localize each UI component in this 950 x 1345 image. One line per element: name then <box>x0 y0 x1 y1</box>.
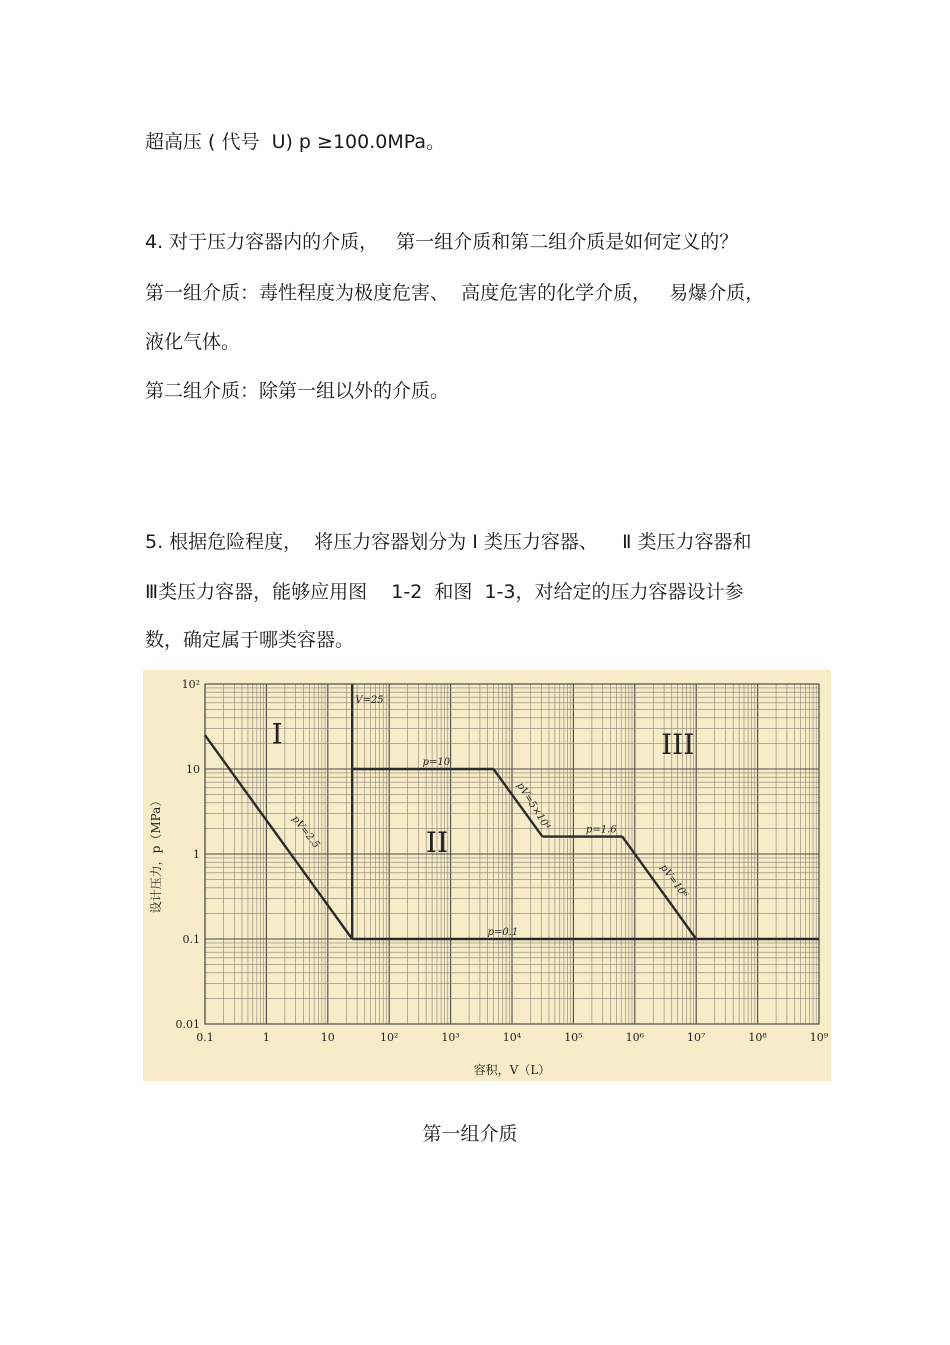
x-tick-label: 10⁶ <box>625 1031 645 1044</box>
x-tick-label: 10⁵ <box>564 1031 583 1044</box>
answer-4-line-3: 第二组介质：除第一组以外的介质。 <box>145 380 450 402</box>
y-tick-label: 1 <box>193 848 200 861</box>
answer-4-line-2: 液化气体。 <box>145 331 241 353</box>
x-tick-label: 1 <box>262 1031 270 1044</box>
x-tick-label: 10³ <box>441 1031 460 1044</box>
x-tick-label: 10⁸ <box>748 1031 767 1044</box>
y-axis-label: 设计压力，p（MPa） <box>149 794 163 914</box>
pressure-vessel-classification-chart <box>143 670 831 1081</box>
x-tick-label: 10 <box>320 1031 335 1044</box>
pressure-class-line: 超高压 ( 代号 U) p ≥100.0MPa。 <box>145 131 445 153</box>
boundary-label: p=10 <box>422 756 451 768</box>
chart-background <box>143 670 831 1081</box>
region-label: II <box>425 826 449 860</box>
x-tick-label: 0.1 <box>196 1031 214 1044</box>
region-label: III <box>661 728 695 762</box>
x-axis-label: 容积，V（L） <box>473 1063 551 1077</box>
boundary-label: p=1.6 <box>585 824 617 836</box>
figure-caption: 第一组介质 <box>422 1123 518 1145</box>
region-label: I <box>271 717 283 751</box>
chart-svg <box>143 670 831 1081</box>
x-tick-label: 10² <box>379 1031 399 1044</box>
x-tick-label: 10⁹ <box>809 1031 829 1044</box>
x-tick-label: 10⁴ <box>502 1031 522 1044</box>
question-5-line-3: 数，确定属于哪类容器。 <box>145 629 355 651</box>
y-tick-label: 10² <box>181 678 200 691</box>
question-4: 4. 对于压力容器内的介质， 第一组介质和第二组介质是如何定义的？ <box>145 231 739 253</box>
question-5-line-1: 5. 根据危险程度， 将压力容器划分为 Ⅰ 类压力容器、 Ⅱ 类压力容器和 <box>145 531 752 553</box>
boundary-label: V=25 <box>355 694 384 706</box>
x-tick-label: 10⁷ <box>686 1031 706 1044</box>
boundary-label: p=0.1 <box>487 926 519 938</box>
answer-4-line-1: 第一组介质：毒性程度为极度危害、 高度危害的化学介质， 易爆介质， <box>145 282 765 304</box>
y-tick-label: 10 <box>186 763 200 776</box>
y-tick-label: 0.1 <box>182 933 200 946</box>
y-tick-label: 0.01 <box>175 1018 200 1031</box>
question-5-line-2: Ⅲ类压力容器，能够应用图 1-2 和图 1-3，对给定的压力容器设计参 <box>145 581 744 603</box>
boundary-label: pV=2.5 <box>289 813 322 851</box>
boundary-label: pV=5×10⁴ <box>514 780 552 832</box>
boundary-label: pV=10⁶ <box>657 862 690 901</box>
